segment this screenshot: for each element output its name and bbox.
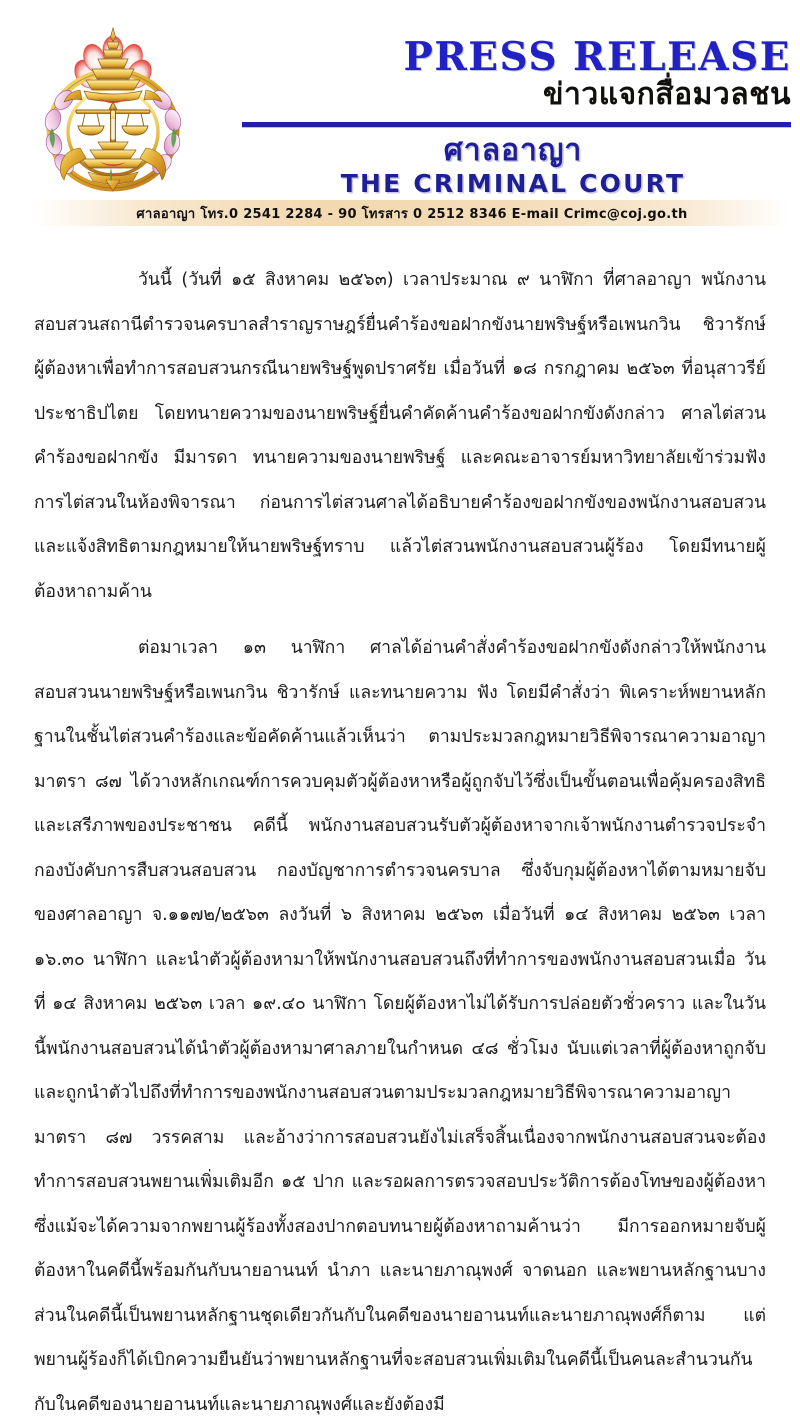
header-divider	[242, 122, 791, 127]
contact-bar	[34, 200, 790, 226]
press-release-title-block	[235, 34, 791, 112]
court-name-en: THE CRIMINAL COURT	[340, 168, 686, 198]
thai-court-of-justice-seal-icon	[28, 22, 198, 204]
press-release-title-en: PRESS RELEASE	[403, 34, 791, 80]
document-body	[0, 258, 800, 1427]
press-release-title-th: ข่าวแจกสื่อมวลชน	[543, 76, 791, 112]
body-paragraph: ต่อมาเวลา ๑๓ นาฬิกา ศาลได้อ่านคำสั่งคำร้องขอฝากขังดังกล่าวให้พนักงานสอบสวนนายพริษฐ์หรือเพนกวิน ชิวารักษ์ และทนายความ ฟัง โดยมีคำสั่งว่า พิเคราะห์พยานหลักฐานในชั้นไต่สวนคำร้องและข้อคัดค้านแล้วเห็นว่า ตามประมวลกฎหมายวิธีพิจารณาความอาญา มาตรา ๘๗ ได้วางหลักเกณฑ์การควบคุมตัวผู้ต้องหาหรือผู้ถูกจับไว้ซึ่งเป็นขั้นตอนเพื่อคุ้มครองสิทธิและเสรีภาพของประชาชน คดีนี้ พนักงานสอบสวนรับตัวผู้ต้องหาจากเจ้าพนักงานตำรวจประจำกองบังคับการสืบสวนสอบสวน กองบัญชาการตำรวจนครบาล ซึ่งจับกุมผู้ต้องหาได้ตามหมายจับของศาลอาญา จ.๑๑๗๒/๒๕๖๓ ลงวันที่ ๖ สิงหาคม ๒๕๖๓ เมื่อวันที่ ๑๔ สิงหาคม ๒๕๖๓ เวลา ๑๖.๓๐ นาฬิกา และนำตัวผู้ต้องหามาให้พนักงานสอบสวนถึงที่ทำการของพนักงานสอบสวนเมื่อ วันที่ ๑๔ สิงหาคม ๒๕๖๓ เวลา ๑๙.๔๐ นาฬิกา โดยผู้ต้องหาไม่ได้รับการปล่อยตัวชั่วคราว และในวันนี้พนักงานสอบสวนได้นำตัวผู้ต้องหามาศาลภายในกำหนด ๔๘ ชั่วโมง นับแต่เวลาที่ผู้ต้องหาถูกจับและถูกนำตัวไปถึงที่ทำการของพนักงานสอบสวนตามประมวลกฎหมายวิธีพิจารณาความอาญา มาตรา ๘๗ วรรคสาม และอ้างว่าการสอบสวนยังไม่เสร็จสิ้นเนื่องจากพนักงานสอบสวนจะต้องทำการสอบสวนพยานเพิ่มเติมอีก ๑๕ ปาก และรอผลการตรวจสอบประวัติการต้องโทษของผู้ต้องหา ซึ่งแม้จะได้ความจากพยานผู้ร้องทั้งสองปากตอบทนายผู้ต้องหาถามค้านว่า มีการออกหมายจับผู้ต้องหาในคดีนี้พร้อมกันกับนายอานนท์ นำภา และนายภาณุพงศ์ จาดนอก และพยานหลักฐานบางส่วนในคดีนี้เป็นพยานหลักฐานชุดเดียวกันกับในคดีของนายอานนท์และนายภาณุพงศ์ก็ตาม แต่พยานผู้ร้องก็ได้เบิกความยืนยันว่าพยานหลักฐานที่จะสอบสวนเพิ่มเติมในคดีนี้เป็นคนละสำนวนกันกับในคดีของนายอานนท์และนายภาณุพงศ์และยังต้องมี	[34, 638, 766, 1415]
court-name-th: ศาลอาญา	[443, 133, 583, 168]
body-paragraph: วันนี้ (วันที่ ๑๕ สิงหาคม ๒๕๖๓) เวลาประมาณ ๙ นาฬิกา ที่ศาลอาญา พนักงานสอบสวนสถานีตำรวจนครบาลสำราญราษฎร์ยื่นคำร้องขอฝากขังนายพริษฐ์หรือเพนกวิน ชิวารักษ์ ผู้ต้องหาเพื่อทำการสอบสวนกรณีนายพริษฐ์พูดปราศรัย เมื่อวันที่ ๑๘ กรกฎาคม ๒๕๖๓ ที่อนุสาวรีย์ประชาธิปไตย โดยทนายความของนายพริษฐ์ยื่นคำคัดค้านคำร้องขอฝากขังดังกล่าว ศาลไต่สวนคำร้องขอฝากขัง มีมารดา ทนายความของนายพริษฐ์ และคณะอาจารย์มหาวิทยาลัยเข้าร่วมฟังการไต่สวนในห้องพิจารณา ก่อนการไต่สวนศาลได้อธิบายคำร้องขอฝากขังของพนักงานสอบสวนและแจ้งสิทธิตามกฎหมายให้นายพริษฐ์ทราบ แล้วไต่สวนพนักงานสอบสวนผู้ร้อง โดยมีทนายผู้ต้องหาถามค้าน	[34, 270, 766, 602]
document-header	[0, 0, 800, 240]
court-name-block	[235, 134, 791, 197]
contact-line: ศาลอาญา โทร.0 2541 2284 - 90 โทรสาร 0 2512 8346 E-mail Crimc@coj.go.th	[136, 206, 688, 222]
